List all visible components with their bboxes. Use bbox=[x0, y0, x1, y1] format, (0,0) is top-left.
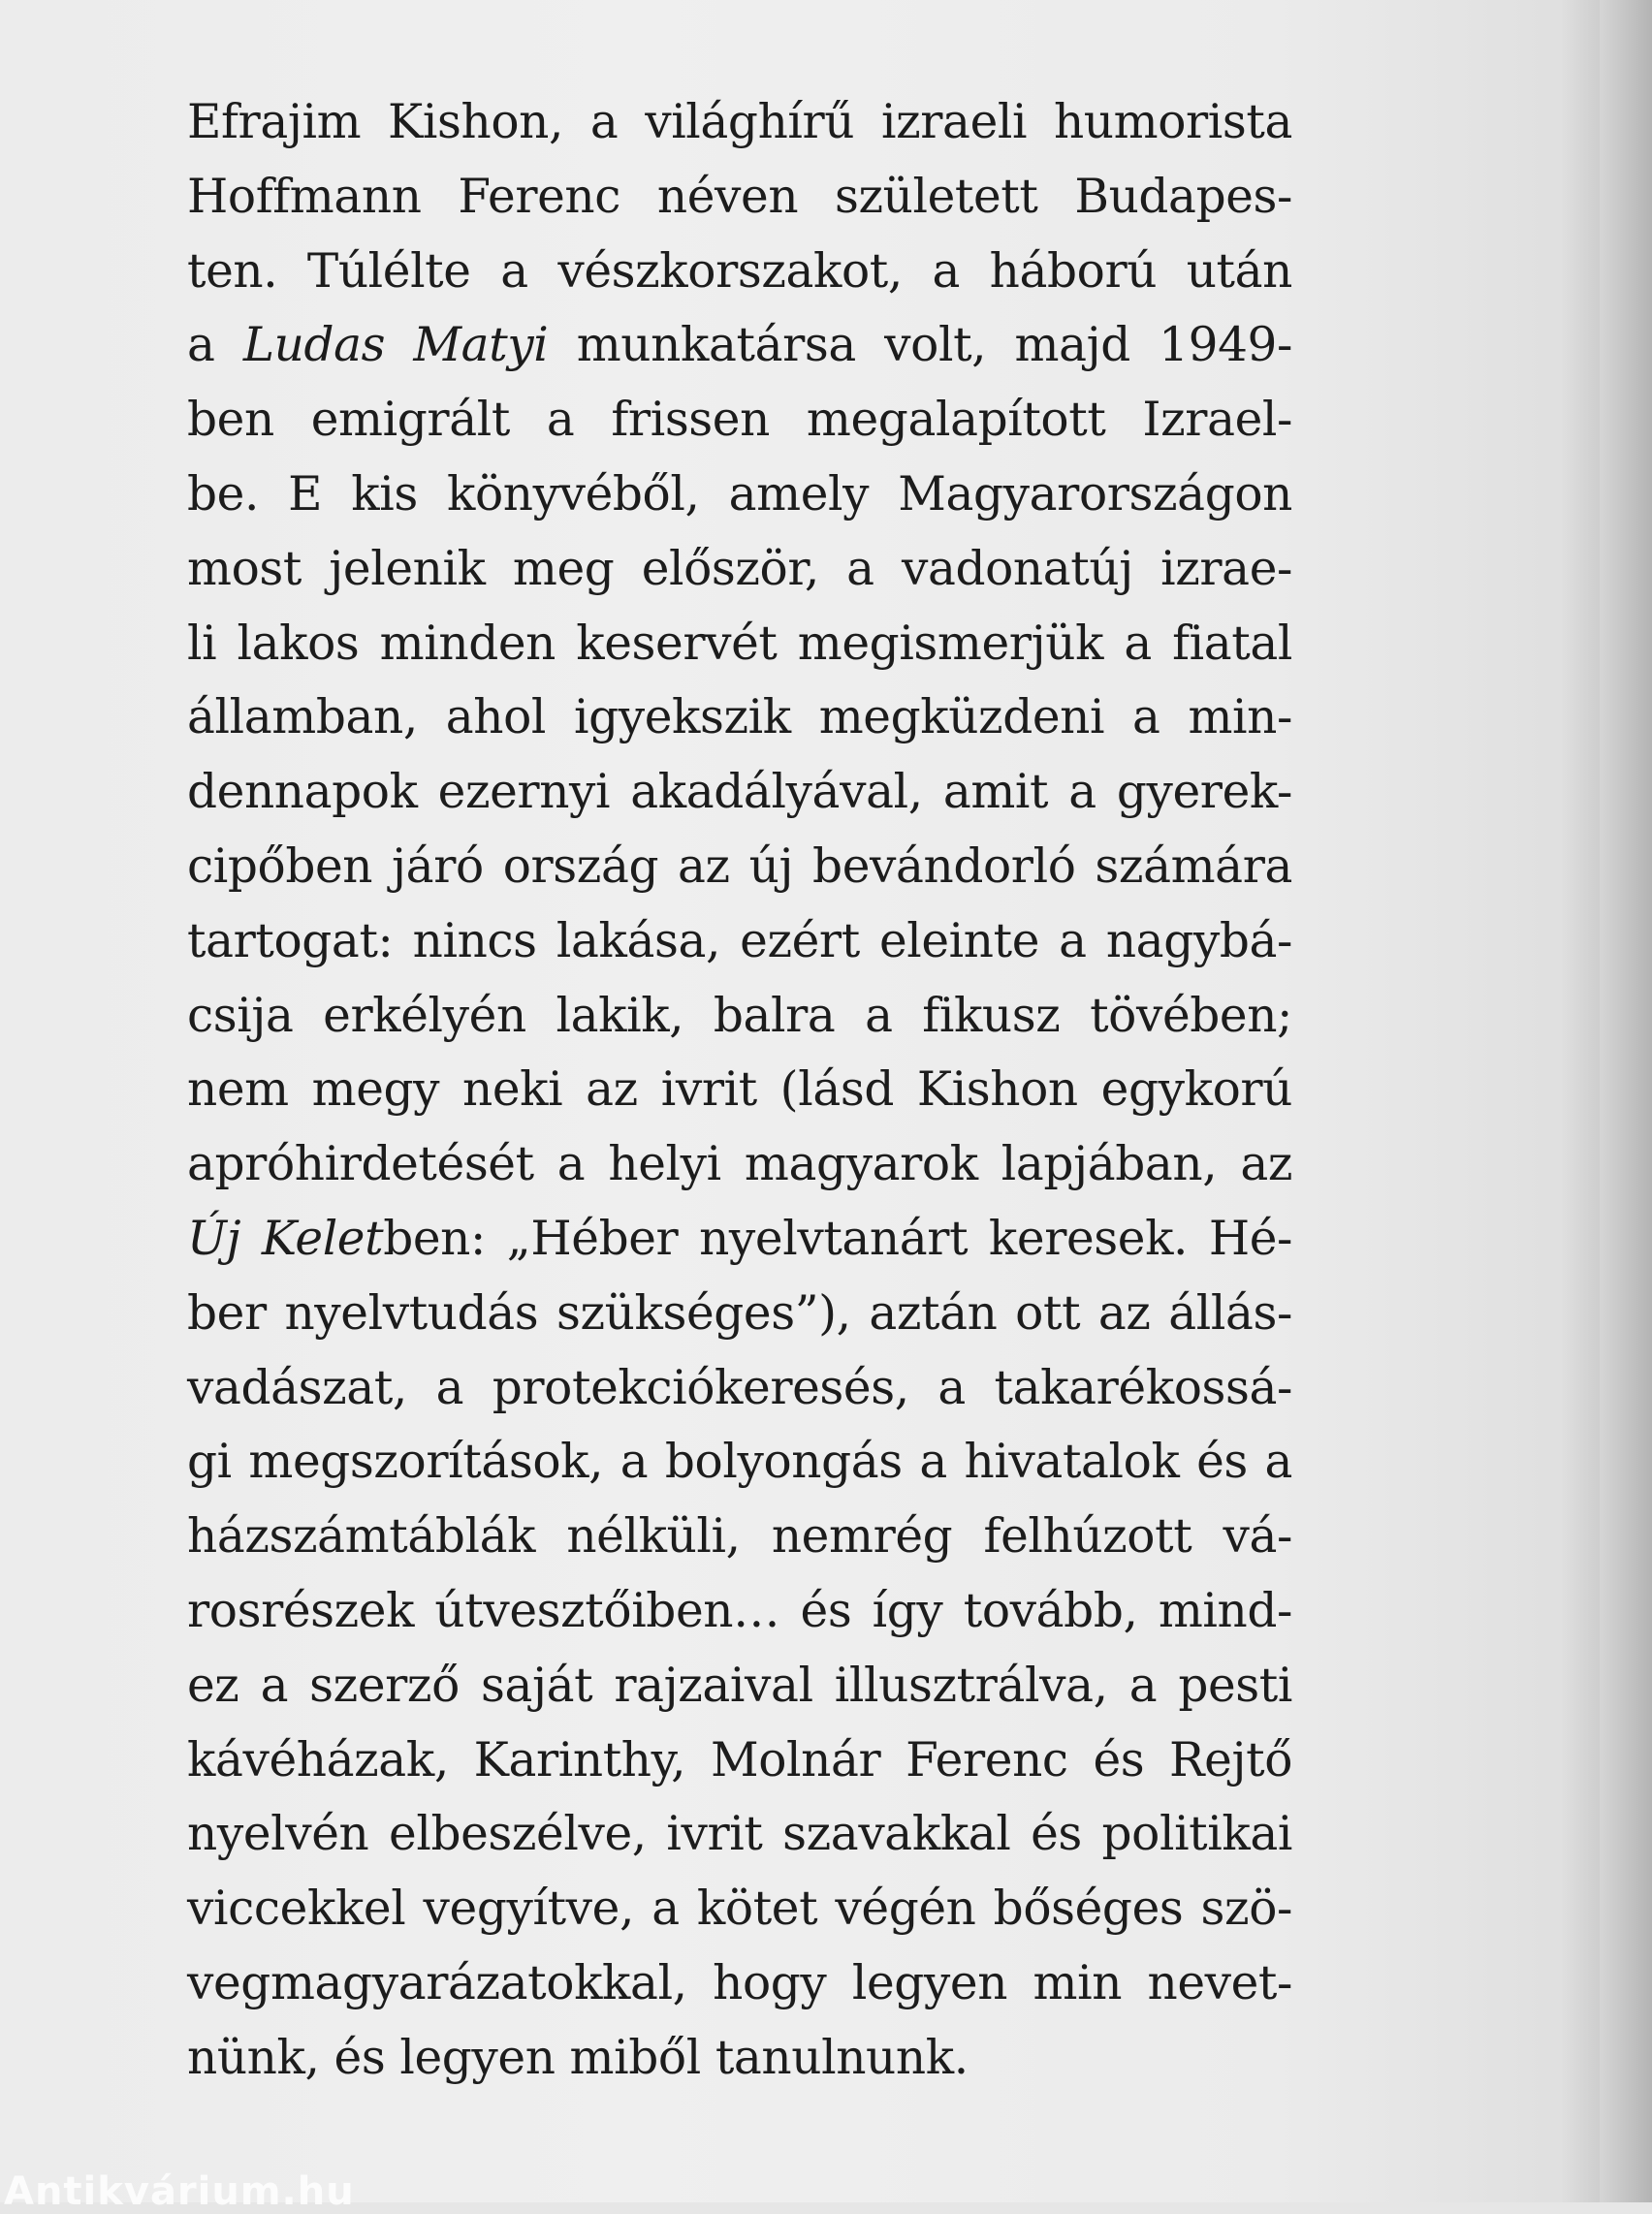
text-line: ten. Túlélte a vészkorszakot, a háború után bbox=[187, 243, 1292, 299]
text-line: államban, ahol igyekszik megküzdeni a min- bbox=[187, 690, 1292, 745]
text-line: csija erkélyén lakik, balra a fikusz tövében; bbox=[187, 988, 1292, 1043]
text-line: viccekkel vegyítve, a kötet végén bőséges szö- bbox=[187, 1882, 1292, 1937]
page-edge-shadow bbox=[1561, 0, 1652, 2202]
text-fragment: munkatársa volt, majd 1949- bbox=[548, 318, 1292, 373]
text-line: apróhirdetését a helyi magyarok lapjában, az bbox=[187, 1137, 1292, 1192]
text-line bbox=[187, 308, 1292, 383]
watermark: Antikvárium.hu bbox=[4, 2169, 355, 2214]
text-line: ez a szerző saját rajzaival illusztrálva, a pesti bbox=[187, 1658, 1292, 1713]
italic-title: Ludas Matyi bbox=[242, 318, 549, 373]
text-line: nem megy neki az ivrit (lásd Kishon egykorú bbox=[187, 1062, 1292, 1118]
text-line-last: nünk, és legyen miből tanulnunk. bbox=[187, 2030, 969, 2085]
text-line: házszámtáblák nélküli, nemrég felhúzott vá- bbox=[187, 1509, 1292, 1565]
text-line: gi megszorítások, a bolyongás a hivatalok és a bbox=[187, 1435, 1292, 1490]
text-fragment: a bbox=[187, 318, 243, 373]
text-line: tartogat: nincs lakása, ezért eleinte a nagybá- bbox=[187, 913, 1292, 968]
text-line: Hoffmann Ferenc néven született Budapes- bbox=[187, 169, 1292, 224]
blurb-paragraph bbox=[187, 85, 1292, 2096]
text-line: kávéházak, Karinthy, Molnár Ferenc és Rejtő bbox=[187, 1732, 1292, 1787]
text-line: vadászat, a protekciókeresés, a takarékossá- bbox=[187, 1360, 1292, 1415]
text-line: most jelenik meg először, a vadonatúj izrae- bbox=[187, 541, 1292, 596]
text-line: vegmagyarázatokkal, hogy legyen min nevet- bbox=[187, 1955, 1292, 2010]
italic-title: Új Kelet bbox=[187, 1211, 384, 1266]
text-line: nyelvén elbeszélve, ivrit szavakkal és politikai bbox=[187, 1807, 1292, 1862]
text-fragment: ben: „Héber nyelvtanárt keresek. Hé- bbox=[383, 1211, 1293, 1266]
text-line: Efrajim Kishon, a világhírű izraeli humorista bbox=[187, 95, 1292, 149]
text-line: rosrészek útvesztőiben… és így tovább, mind- bbox=[187, 1583, 1292, 1638]
text-line: ben emigrált a frissen megalapított Izrael- bbox=[187, 393, 1292, 448]
text-line: ber nyelvtudás szükséges”), aztán ott az állás- bbox=[187, 1285, 1292, 1341]
text-line: li lakos minden keservét megismerjük a fiatal bbox=[187, 616, 1292, 671]
text-line bbox=[187, 1202, 1292, 1277]
text-line: dennapok ezernyi akadályával, amit a gyerek- bbox=[187, 765, 1292, 820]
text-line: cipőben járó ország az új bevándorló számára bbox=[187, 838, 1292, 894]
text-line: be. E kis könyvéből, amely Magyarországon bbox=[187, 466, 1292, 522]
